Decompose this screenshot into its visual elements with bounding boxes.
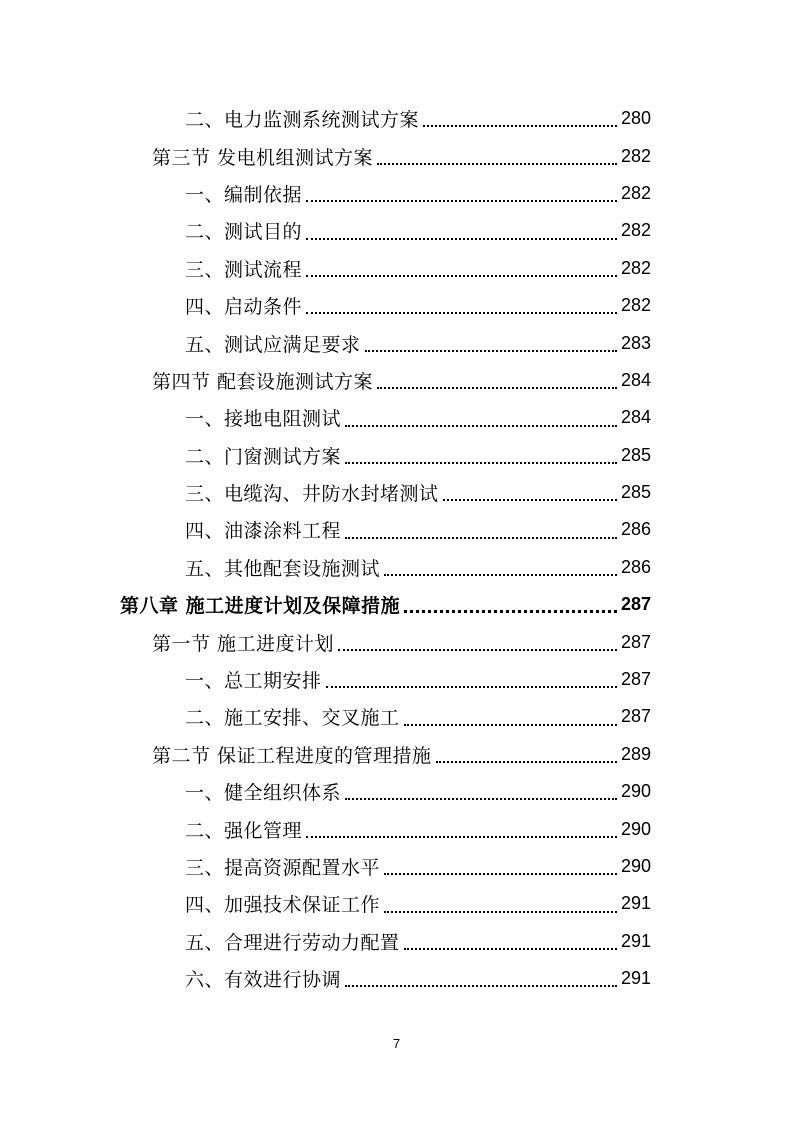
dot-leader <box>338 648 617 651</box>
toc-entry-title: 二、测试目的 <box>185 221 303 244</box>
toc-entry-title: 六、有效进行协调 <box>185 969 342 992</box>
dot-leader <box>306 274 617 277</box>
toc-entry-page: 289 <box>621 743 652 764</box>
toc-item-row[interactable] <box>0 511 793 548</box>
toc-entry-page: 282 <box>621 295 652 316</box>
toc-entry-title: 一、编制依据 <box>185 183 303 206</box>
toc-item-row[interactable] <box>0 250 793 287</box>
toc-item-row[interactable] <box>0 848 793 885</box>
toc-entry-page: 287 <box>621 669 652 690</box>
dot-leader <box>384 573 617 576</box>
toc-entry-title: 三、测试流程 <box>185 258 303 281</box>
toc-entry-page: 282 <box>621 257 652 278</box>
toc-entry-title: 四、启动条件 <box>185 296 303 319</box>
toc-item-row[interactable] <box>0 549 793 586</box>
toc-item-row[interactable] <box>0 773 793 810</box>
toc-entry-page: 284 <box>621 369 652 390</box>
toc-entry-page: 286 <box>621 519 652 540</box>
toc-item-row[interactable] <box>0 287 793 324</box>
toc-entry-title: 一、接地电阻测试 <box>185 408 342 431</box>
toc-item-row[interactable] <box>0 437 793 474</box>
toc-entry-title: 四、加强技术保证工作 <box>185 894 381 917</box>
dot-leader <box>404 609 617 613</box>
toc-entry-page: 284 <box>621 407 652 428</box>
toc-entry-page: 291 <box>621 893 652 914</box>
toc-entry-page: 280 <box>621 108 652 129</box>
toc-entry-page: 287 <box>621 706 652 727</box>
toc-item-row[interactable] <box>0 960 793 997</box>
toc-section-row[interactable] <box>0 623 793 660</box>
dot-leader <box>377 386 617 389</box>
dot-leader <box>306 237 617 240</box>
dot-leader <box>384 872 617 875</box>
toc-entry-page: 282 <box>621 145 652 166</box>
toc-section-row[interactable] <box>0 137 793 174</box>
toc-item-row[interactable] <box>0 100 793 137</box>
toc-entry-title: 第二节 保证工程进度的管理措施 <box>152 744 432 767</box>
dot-leader <box>377 162 617 165</box>
toc-item-row[interactable] <box>0 474 793 511</box>
dot-leader <box>306 199 617 202</box>
toc-entry-page: 287 <box>621 594 652 615</box>
toc-entry-page: 282 <box>621 182 652 203</box>
toc-entry-title: 五、测试应满足要求 <box>185 333 361 356</box>
dot-leader <box>384 910 617 913</box>
toc-entry-title: 二、施工安排、交叉施工 <box>185 707 400 730</box>
toc-item-row[interactable] <box>0 885 793 922</box>
toc-entry-page: 285 <box>621 482 652 503</box>
toc-entry-title: 一、健全组织体系 <box>185 782 342 805</box>
toc-entry-title: 第三节 发电机组测试方案 <box>152 146 374 169</box>
toc-entry-title: 三、提高资源配置水平 <box>185 857 381 879</box>
toc-entry-page: 285 <box>621 444 652 465</box>
toc-entry-title: 二、电力监测系统测试方案 <box>185 109 420 132</box>
toc-item-row[interactable] <box>0 324 793 361</box>
dot-leader <box>443 498 617 501</box>
toc-entry-page: 286 <box>621 556 652 577</box>
toc-entry-title: 四、油漆涂料工程 <box>185 520 342 543</box>
dot-leader <box>345 984 617 987</box>
dot-leader <box>326 685 617 688</box>
dot-leader <box>345 424 617 427</box>
toc-entry-page: 291 <box>621 968 652 989</box>
dot-leader <box>306 835 617 838</box>
toc-item-row[interactable] <box>0 399 793 436</box>
toc-entry-title: 五、合理进行劳动力配置 <box>185 931 400 954</box>
toc-entry-page: 283 <box>621 332 652 353</box>
dot-leader <box>345 536 617 539</box>
toc-entry-title: 一、总工期安排 <box>185 670 322 693</box>
toc-chapter-row[interactable] <box>0 586 793 623</box>
toc-entry-title: 三、电缆沟、井防水封堵测试 <box>185 483 439 506</box>
toc-entry-title: 第八章 施工进度计划及保障措施 <box>120 595 401 618</box>
dot-leader <box>306 311 617 314</box>
table-of-contents <box>0 100 793 997</box>
toc-item-row[interactable] <box>0 175 793 212</box>
dot-leader <box>365 349 617 352</box>
toc-item-row[interactable] <box>0 698 793 735</box>
toc-entry-page: 282 <box>621 220 652 241</box>
dot-leader <box>345 797 617 800</box>
toc-entry-page: 287 <box>621 631 652 652</box>
dot-leader <box>404 723 617 726</box>
toc-entry-page: 291 <box>621 930 652 951</box>
toc-item-row[interactable] <box>0 810 793 847</box>
toc-entry-title: 二、强化管理 <box>185 819 303 842</box>
toc-section-row[interactable] <box>0 736 793 773</box>
toc-item-row[interactable] <box>0 661 793 698</box>
dot-leader <box>345 461 617 464</box>
toc-entry-page: 290 <box>621 856 652 876</box>
toc-entry-title: 第一节 施工进度计划 <box>152 632 335 655</box>
dot-leader <box>436 760 617 763</box>
toc-item-row[interactable] <box>0 212 793 249</box>
toc-entry-page: 290 <box>621 818 652 839</box>
toc-section-row[interactable] <box>0 362 793 399</box>
toc-entry-title: 五、其他配套设施测试 <box>185 557 381 580</box>
toc-entry-title: 二、门窗测试方案 <box>185 445 342 468</box>
page-number: 7 <box>392 1036 401 1051</box>
toc-entry-title: 第四节 配套设施测试方案 <box>152 370 374 393</box>
toc-entry-page: 290 <box>621 781 652 802</box>
dot-leader <box>423 124 617 127</box>
dot-leader <box>404 947 617 950</box>
toc-item-row[interactable] <box>0 923 793 960</box>
